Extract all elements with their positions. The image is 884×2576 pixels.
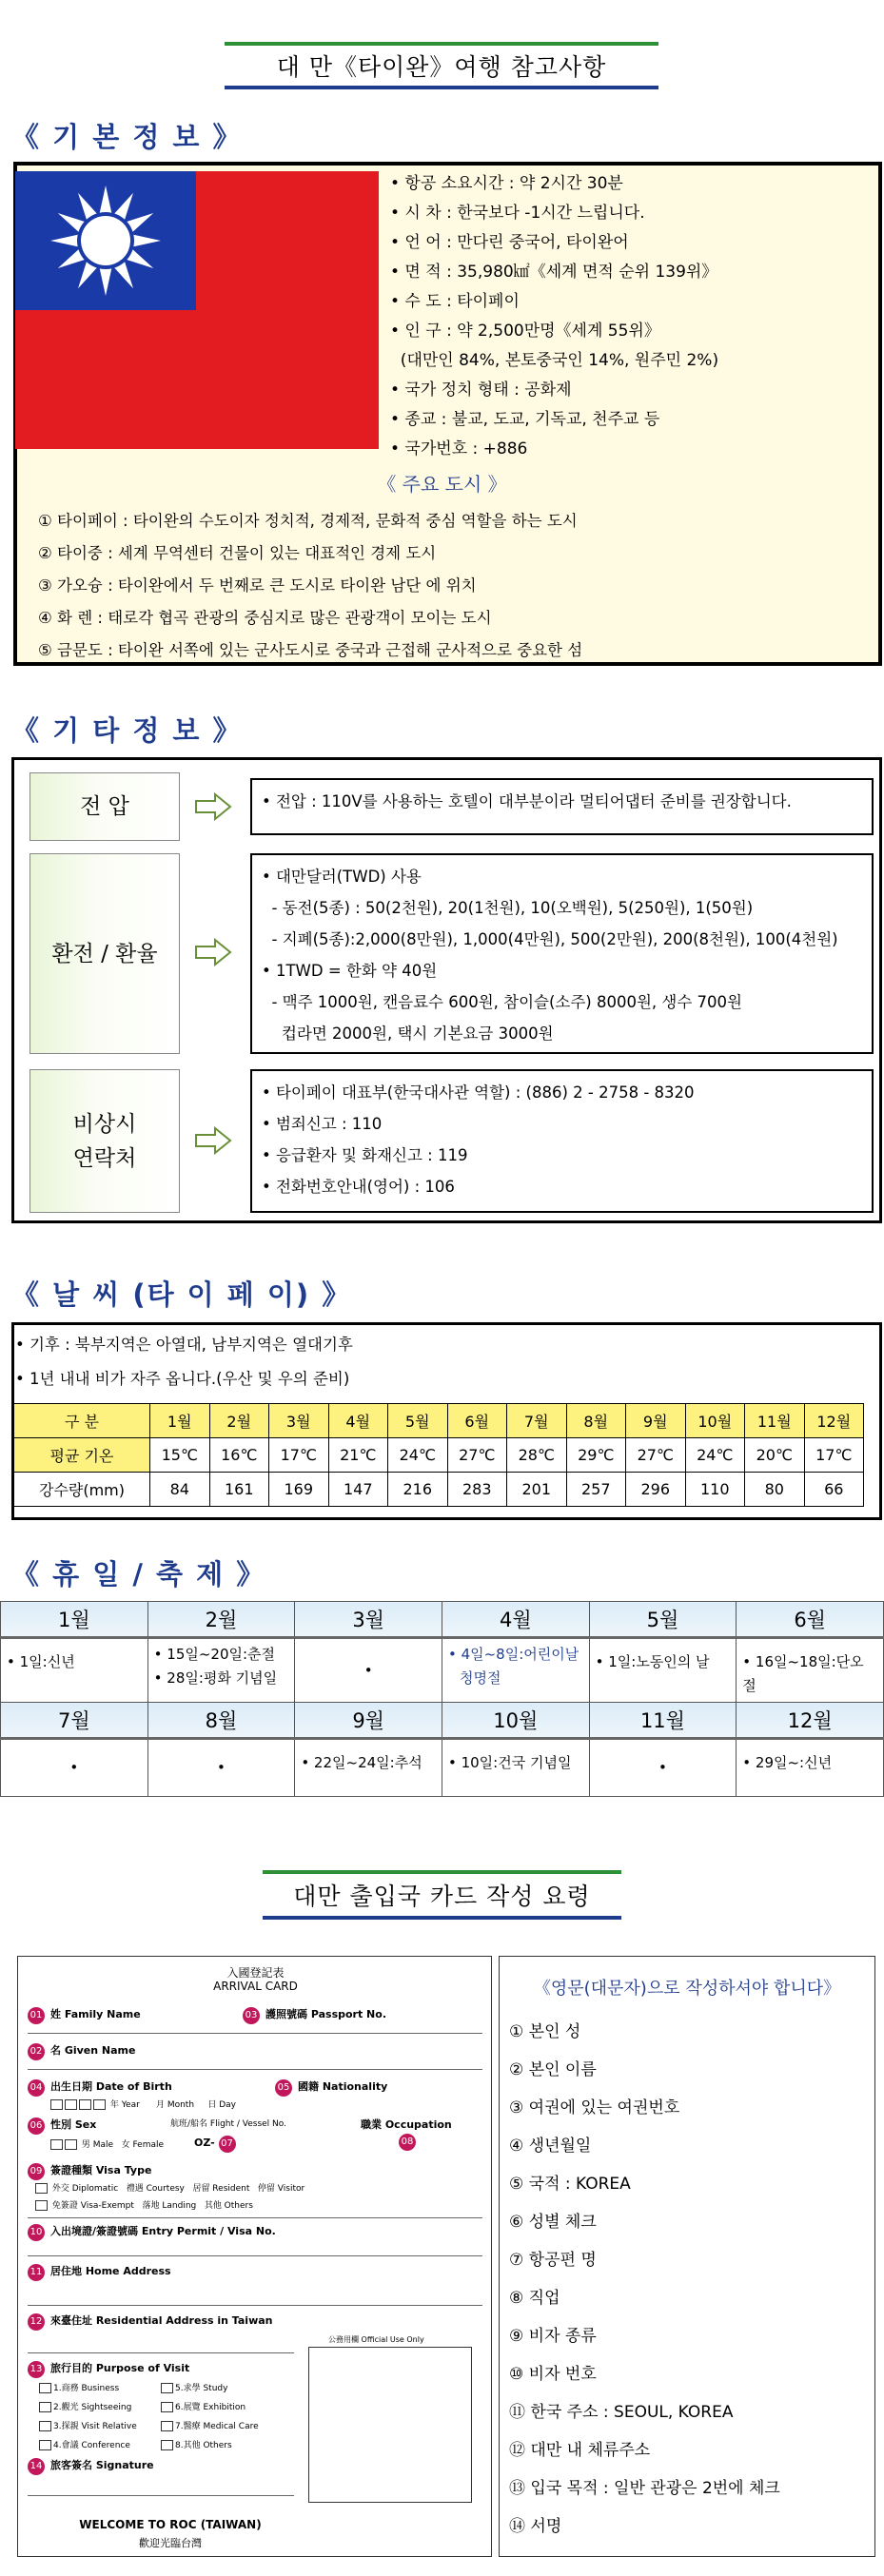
holiday-month: 2월 <box>147 1602 295 1638</box>
rainfall-cell: 283 <box>447 1473 507 1507</box>
card-header-cn: 入國登記表 <box>226 1966 285 1980</box>
weather-header-row <box>14 1404 864 1438</box>
emergency-line: • 전화번호안내(영어) : 106 <box>262 1178 455 1196</box>
guide-item: ⑭ 서명 <box>509 2517 562 2536</box>
arrow-right-icon <box>194 1126 232 1155</box>
card-field-label: 姓 Family Name <box>50 2008 141 2020</box>
holiday-text: 청명절 <box>459 1669 501 1687</box>
card-purpose-text: 7.醫療 Medical Care <box>175 2422 259 2431</box>
emergency-label-line2: 연락처 <box>72 1145 137 1171</box>
holiday-text: • <box>363 1661 373 1679</box>
rainfall-cell: 84 <box>150 1473 210 1507</box>
other-info-heading: 《 기 타 정 보 》 <box>11 714 243 747</box>
card-visa-text: 外交 Diplomatic 禮遇 Courtesy 居留 Resident 停留 Visitor <box>51 2184 305 2194</box>
arrow-right-icon <box>194 938 232 966</box>
card-header-en: ARRIVAL CARD <box>213 1980 298 1993</box>
rainfall-cell: 80 <box>745 1473 805 1507</box>
card-field-label: 簽證種類 Visa Type <box>50 2164 152 2176</box>
card-purpose-option <box>39 2400 131 2412</box>
holiday-month: 11월 <box>589 1703 737 1739</box>
rainfall-cell: 66 <box>804 1473 864 1507</box>
other-info-box <box>11 757 882 1223</box>
card-field-label: 護照號碼 Passport No. <box>265 2008 386 2020</box>
currency-line: - 맥주 1000원, 캔음료수 600원, 참이슬(소주) 8000원, 생수 700원 <box>262 993 742 1011</box>
card-footer-cn: 歡迎光臨台灣 <box>139 2537 202 2549</box>
guide-item: ④ 생년월일 <box>509 2137 592 2156</box>
guide-item: ⑨ 비자 종류 <box>509 2327 597 2346</box>
card-number-badge: 04 <box>28 2079 45 2097</box>
card-number-badge: 07 <box>219 2136 236 2153</box>
card-field-family-name <box>28 2006 141 2024</box>
temperature-cell: 24℃ <box>685 1438 745 1473</box>
card-number-badge: 11 <box>28 2264 45 2281</box>
currency-info-box <box>250 853 874 1054</box>
temperature-cell: 15℃ <box>150 1438 210 1473</box>
holiday-cell <box>737 1638 884 1703</box>
holiday-month: 4월 <box>442 1602 589 1638</box>
weather-notes <box>15 1328 353 1396</box>
card-field-passport <box>243 2006 386 2024</box>
guide-item: ⑥ 성별 체크 <box>509 2213 597 2232</box>
card-purpose-text: 4.會議 Conference <box>53 2441 130 2450</box>
card-divider <box>28 2352 294 2353</box>
card-number-badge: 12 <box>28 2313 45 2331</box>
rainfall-cell: 169 <box>269 1473 329 1507</box>
holiday-content-row <box>1 1739 884 1797</box>
card-occupation-badge <box>399 2134 422 2151</box>
currency-line: • 1TWD = 한화 약 40원 <box>262 962 438 980</box>
page-title-text: 대 만《타이완》여행 참고사항 <box>276 53 607 81</box>
info-area: • 면 적 : 35,980㎢《세계 면적 순위 139위》 <box>390 263 718 282</box>
holiday-month: 1월 <box>1 1602 148 1638</box>
temperature-cell: 17℃ <box>269 1438 329 1473</box>
arrival-guide-heading: 《영문(대문자)으로 작성하셔야 합니다》 <box>533 1979 841 1999</box>
voltage-text: • 전압 : 110V를 사용하는 호텔이 대부분이라 멀티어댑터 준비를 권장합니다. <box>262 792 792 810</box>
holiday-cell <box>295 1638 442 1703</box>
rainfall-cell: 110 <box>685 1473 745 1507</box>
card-field-visa-no <box>28 2223 276 2241</box>
info-time-difference: • 시 차 : 한국보다 -1시간 느립니다. <box>390 204 645 223</box>
month-cell: 9월 <box>626 1404 686 1438</box>
voltage-label-box <box>29 772 180 841</box>
arrival-card-title-text: 대만 출입국 카드 작성 요령 <box>293 1883 591 1910</box>
holidays-table <box>0 1601 884 1797</box>
month-cell: 5월 <box>388 1404 448 1438</box>
card-purpose-option <box>161 2381 227 2393</box>
holiday-text: • 1일:신년 <box>7 1653 75 1670</box>
info-language: • 언 어 : 만다린 중국어, 타이완어 <box>390 233 629 252</box>
holiday-text: • 10일:건국 기념일 <box>447 1754 572 1771</box>
card-sex-label: 男 Male 女 Female <box>81 2140 165 2150</box>
card-visa-options-2 <box>35 2198 253 2211</box>
currency-line: - 지폐(5종):2,000(8만원), 1,000(4만원), 500(2만원), 200(8천원), 100(4천원) <box>262 930 838 948</box>
city-hualien: ④ 화 렌 : 태로각 협곡 관광의 중심지로 많은 관광객이 모이는 도시 <box>38 609 492 627</box>
temperature-cell: 28℃ <box>507 1438 567 1473</box>
card-flight-value <box>194 2136 242 2153</box>
holiday-cell <box>589 1638 737 1703</box>
holidays-heading: 《 휴 일 / 축 제 》 <box>11 1558 266 1590</box>
guide-item: ③ 여권에 있는 여권번호 <box>509 2098 680 2117</box>
card-purpose-text: 3.探親 Visit Relative <box>53 2422 137 2431</box>
card-purpose-option <box>161 2400 246 2412</box>
guide-item: ⑤ 국적 : KOREA <box>509 2175 631 2194</box>
card-purpose-text: 2.觀光 Sightseeing <box>53 2403 132 2412</box>
guide-item: ⑪ 한국 주소 : SEOUL, KOREA <box>509 2403 734 2422</box>
holiday-content-row <box>1 1638 884 1703</box>
holiday-cell <box>147 1638 295 1703</box>
info-government: • 국가 정치 형태 : 공화제 <box>390 381 572 400</box>
card-field-label: 旅行目的 Purpose of Visit <box>50 2362 190 2374</box>
card-number-badge: 10 <box>28 2224 45 2241</box>
weather-note: • 1년 내내 비가 자주 옵니다.(우산 및 우의 준비) <box>15 1370 350 1388</box>
basic-info-heading: 《 기 본 정 보 》 <box>11 121 243 153</box>
emergency-line: • 응급환자 및 화재신고 : 119 <box>262 1146 468 1164</box>
card-number-badge: 06 <box>28 2117 45 2135</box>
emergency-line: • 범죄신고 : 110 <box>262 1115 383 1133</box>
card-purpose-text: 1.商務 Business <box>53 2384 120 2393</box>
card-official-box <box>308 2335 472 2503</box>
holiday-cell <box>737 1739 884 1797</box>
temperature-cell: 27℃ <box>626 1438 686 1473</box>
holiday-cell <box>589 1739 737 1797</box>
holiday-month-row <box>1 1602 884 1638</box>
card-flight-text: OZ- <box>194 2137 215 2149</box>
temperature-cell: 21℃ <box>328 1438 388 1473</box>
month-cell: 8월 <box>566 1404 626 1438</box>
card-flight-label: 航班/船名 Flight / Vessel No. <box>170 2119 286 2129</box>
month-cell: 3월 <box>269 1404 329 1438</box>
taiwan-flag-image <box>15 171 379 449</box>
card-field-label: 旅客簽名 Signature <box>50 2459 154 2471</box>
white-sun-icon <box>15 171 196 310</box>
holiday-cell <box>442 1638 589 1703</box>
major-cities-heading: 《 주요 도시 》 <box>377 473 507 496</box>
card-divider <box>28 2495 294 2496</box>
card-field-purpose <box>28 2360 189 2378</box>
rainfall-cell: 296 <box>626 1473 686 1507</box>
month-cell: 10월 <box>685 1404 745 1438</box>
temperature-label: 평균 기온 <box>14 1438 150 1473</box>
city-kaohsiung: ③ 가오슝 : 타이완에서 두 번째로 큰 도시로 타이완 남단 에 위치 <box>38 576 477 595</box>
temperature-cell: 29℃ <box>566 1438 626 1473</box>
emergency-line: • 타이페이 대표부(한국대사관 역할) : (886) 2 - 2758 - 8320 <box>262 1083 695 1102</box>
arrow-right-icon <box>194 792 232 821</box>
rainfall-label: 강수량(mm) <box>14 1473 150 1507</box>
card-number-badge: 14 <box>28 2458 45 2475</box>
month-cell: 11월 <box>745 1404 805 1438</box>
arrival-card-title <box>263 1870 621 1920</box>
card-divider <box>28 2217 482 2218</box>
card-field-signature <box>28 2457 154 2475</box>
rainfall-row <box>14 1473 864 1507</box>
card-purpose-option <box>161 2438 232 2450</box>
card-field-label: 出生日期 Date of Birth <box>50 2080 172 2093</box>
voltage-label: 전 압 <box>80 794 129 819</box>
holiday-cell <box>295 1739 442 1797</box>
card-footer-en: WELCOME TO ROC (TAIWAN) <box>79 2518 262 2531</box>
currency-line: 컵라면 2000원, 택시 기본요금 3000원 <box>262 1025 554 1043</box>
month-cell: 6월 <box>447 1404 507 1438</box>
guide-item: ⑩ 비자 번호 <box>509 2365 597 2384</box>
card-purpose-text: 5.求學 Study <box>175 2384 228 2393</box>
holiday-text: • 1일:노동인의 날 <box>595 1653 710 1670</box>
currency-line: • 대만달러(TWD) 사용 <box>262 868 422 886</box>
card-number-badge: 08 <box>399 2134 416 2151</box>
card-visa-options-1 <box>35 2181 304 2194</box>
holiday-cell <box>442 1739 589 1797</box>
holiday-cell <box>1 1638 148 1703</box>
info-population: • 인 구 : 약 2,500만명《세계 55위》 <box>390 322 660 341</box>
card-dob-boxes <box>50 2098 236 2110</box>
holiday-month-row <box>1 1703 884 1739</box>
temperature-cell: 27℃ <box>447 1438 507 1473</box>
city-kinmen: ⑤ 금문도 : 타이완 서쪽에 있는 군사도시로 중국과 근접해 군사적으로 중요한 섬 <box>38 641 583 659</box>
card-number-badge: 13 <box>28 2361 45 2378</box>
card-field-nationality <box>275 2078 387 2097</box>
holiday-month: 5월 <box>589 1602 737 1638</box>
holiday-text: • 22일~24일:추석 <box>301 1754 422 1771</box>
holiday-cell <box>1 1739 148 1797</box>
holiday-text: • <box>69 1759 79 1776</box>
holiday-text: • 15일~20일:춘절 <box>153 1646 276 1663</box>
card-purpose-option <box>39 2381 119 2393</box>
card-divider <box>28 2069 482 2070</box>
currency-label-box <box>29 853 180 1054</box>
page-title <box>225 42 658 89</box>
card-divider <box>28 2033 482 2034</box>
month-cell: 12월 <box>804 1404 864 1438</box>
card-field-label: 來臺住址 Residential Address in Taiwan <box>50 2314 273 2327</box>
temperature-cell: 17℃ <box>804 1438 864 1473</box>
currency-label: 환전 / 환율 <box>51 941 158 966</box>
card-number-badge: 02 <box>28 2043 45 2060</box>
card-purpose-option <box>39 2438 130 2450</box>
voltage-info-box <box>250 778 874 835</box>
rainfall-cell: 257 <box>566 1473 626 1507</box>
card-dob-label: 年 Year 月 Month 日 Day <box>109 2100 236 2110</box>
card-number-badge: 01 <box>28 2007 45 2024</box>
emergency-label-line1: 비상시 <box>72 1111 137 1137</box>
basic-info-list <box>390 169 718 464</box>
card-purpose-option <box>39 2419 137 2431</box>
temperature-cell: 16℃ <box>209 1438 269 1473</box>
flag-canton <box>15 171 196 310</box>
info-religion: • 종교 : 불교, 도교, 기독교, 천주교 등 <box>390 410 660 429</box>
card-field-sex <box>28 2117 96 2135</box>
city-taichung: ② 타이중 : 세계 무역센터 건물이 있는 대표적인 경제 도시 <box>38 544 437 562</box>
weather-heading: 《 날 씨 (타 이 페 이) 》 <box>11 1278 352 1311</box>
card-purpose-option <box>161 2419 259 2431</box>
holiday-text: • 16일~18일:단오절 <box>742 1653 864 1694</box>
rainfall-cell: 161 <box>209 1473 269 1507</box>
holiday-month: 9월 <box>295 1703 442 1739</box>
guide-item: ⑧ 직업 <box>509 2289 560 2308</box>
major-cities-list <box>38 505 582 667</box>
holiday-text: • <box>658 1759 667 1776</box>
rainfall-cell: 201 <box>507 1473 567 1507</box>
month-cell: 7월 <box>507 1404 567 1438</box>
emergency-info-box <box>250 1069 874 1213</box>
info-population-detail: (대만인 84%, 본토중국인 14%, 원주민 2%) <box>390 351 719 370</box>
month-cell: 4월 <box>328 1404 388 1438</box>
card-visa-text: 免簽證 Visa-Exempt 落地 Landing 其他 Others <box>51 2201 253 2211</box>
weather-table <box>13 1403 864 1507</box>
card-field-home-address <box>28 2263 171 2281</box>
guide-item: ① 본인 성 <box>509 2022 581 2041</box>
holiday-month: 8월 <box>147 1703 295 1739</box>
currency-line: - 동전(5종) : 50(2천원), 20(1천원), 10(오백원), 5(250원), 1(50원) <box>262 899 754 917</box>
card-occupation-label: 職業 Occupation <box>361 2118 452 2131</box>
guide-item: ⑫ 대만 내 체류주소 <box>509 2441 651 2460</box>
info-capital: • 수 도 : 타이페이 <box>390 292 520 311</box>
holiday-text: • 29일~:신년 <box>742 1754 833 1771</box>
arrival-card-image <box>17 1956 492 2557</box>
card-purpose-text: 6.展覽 Exhibition <box>175 2403 246 2412</box>
month-cell: 1월 <box>150 1404 210 1438</box>
holiday-text: • 4일~8일:어린이날 <box>447 1646 580 1663</box>
city-taipei: ① 타이페이 : 타이완의 수도이자 정치적, 경제적, 문화적 중심 역할을 하는 도시 <box>38 512 578 530</box>
temperature-cell: 20℃ <box>745 1438 805 1473</box>
holiday-text: • 28일:평화 기념일 <box>153 1669 278 1687</box>
holiday-month: 10월 <box>442 1703 589 1739</box>
holiday-month: 7월 <box>1 1703 148 1739</box>
weather-note: • 기후 : 북부지역은 아열대, 남부지역은 열대기후 <box>15 1336 353 1354</box>
card-sex-options <box>50 2137 164 2150</box>
card-field-taiwan-address <box>28 2313 273 2331</box>
card-number-badge: 09 <box>28 2163 45 2180</box>
card-field-label: 名 Given Name <box>50 2044 136 2057</box>
card-official-label: 公務用欄 Official Use Only <box>328 2335 424 2344</box>
rainfall-cell: 147 <box>328 1473 388 1507</box>
card-field-given-name <box>28 2042 135 2060</box>
temperature-cell: 24℃ <box>388 1438 448 1473</box>
card-divider <box>28 2255 482 2256</box>
holiday-month: 12월 <box>737 1703 884 1739</box>
card-field-visa-type <box>28 2162 151 2180</box>
card-number-badge: 05 <box>275 2079 292 2097</box>
card-divider <box>28 2305 482 2306</box>
holiday-cell <box>147 1739 295 1797</box>
card-field-label: 性別 Sex <box>50 2118 97 2131</box>
guide-item: ② 본인 이름 <box>509 2060 597 2079</box>
month-cell: 2월 <box>209 1404 269 1438</box>
temperature-row <box>14 1438 864 1473</box>
card-field-label: 居住地 Home Address <box>50 2265 171 2277</box>
weather-header-label: 구 분 <box>14 1404 150 1438</box>
card-field-label: 國籍 Nationality <box>298 2080 388 2093</box>
card-purpose-text: 8.其他 Others <box>175 2441 232 2450</box>
holiday-month: 3월 <box>295 1602 442 1638</box>
card-field-label: 入出境證/簽證號碼 Entry Permit / Visa No. <box>50 2225 276 2237</box>
card-number-badge: 03 <box>243 2007 260 2024</box>
holiday-text: • <box>217 1759 226 1776</box>
guide-item: ⑦ 항공편 명 <box>509 2251 597 2270</box>
info-country-code: • 국가번호 : +886 <box>390 439 528 459</box>
arrival-guide-list <box>509 2013 780 2546</box>
rainfall-cell: 216 <box>388 1473 448 1507</box>
info-flight-time: • 항공 소요시간 : 약 2시간 30분 <box>390 174 623 193</box>
guide-item: ⑬ 입국 목적 : 일반 관광은 2번에 체크 <box>509 2479 780 2498</box>
card-field-birth <box>28 2078 172 2097</box>
emergency-label-box <box>29 1069 180 1213</box>
holiday-month: 6월 <box>737 1602 884 1638</box>
